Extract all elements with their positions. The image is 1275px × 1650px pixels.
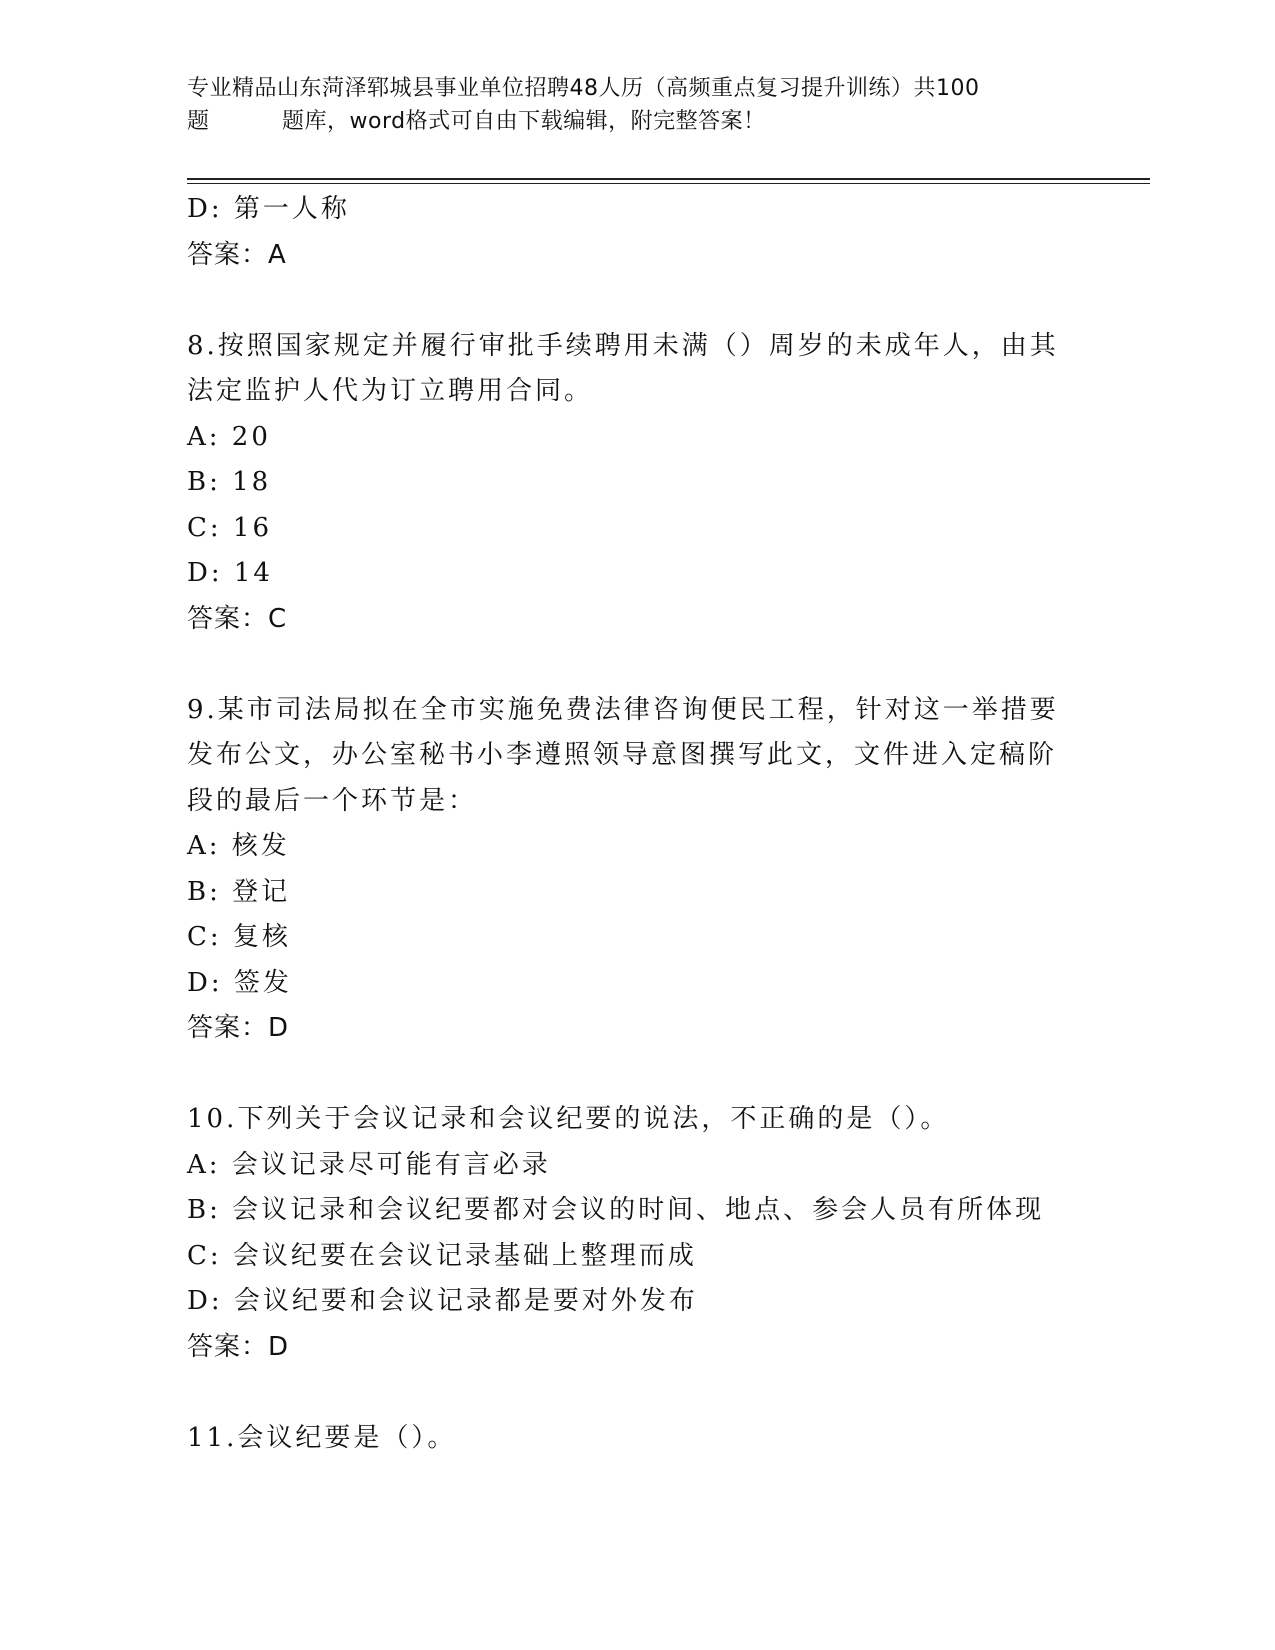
question-9 [187,688,1087,1052]
header-title-line2-right: 题库，word格式可自由下载编辑，附完整答案！ [282,109,766,134]
option-b: B: 登记 [187,876,291,907]
option-b: B: 会议记录和会议纪要都对会议的时间、地点、参会人员有所体现 [187,1195,1045,1225]
question-10 [187,1097,1087,1370]
option-d: D: 签发 [187,967,292,998]
answer-line: 答案：A [187,239,287,270]
question-8 [187,324,1087,643]
option-c: C: 复核 [187,922,291,952]
spacer [187,1052,1087,1098]
question-stem: 8.按照国家规定并履行审批手续聘用未满（）周岁的未成年人，由其 [187,330,1059,361]
answer-line: 答案：D [187,1331,290,1362]
question-stem: 9.某市司法局拟在全市实施免费法律咨询便民工程，针对这一举措要 [187,694,1059,725]
question-stem: 10.下列关于会议记录和会议纪要的说法，不正确的是（）。 [187,1104,950,1134]
header-title-line2-left: 题 [187,109,210,134]
option-c: C: 16 [187,512,273,543]
header-rule-thick [187,178,1150,180]
option-d: D: 第一人称 [187,194,350,224]
spacer [187,278,1087,324]
header-title-line2 [187,105,1087,138]
question-stem: 段的最后一个环节是： [187,785,478,816]
option-d: D: 会议纪要和会议记录都是要对外发布 [187,1286,698,1316]
document-body [187,187,1087,1461]
question-stem: 发布公文，办公室秘书小李遵照领导意图撰写此文，文件进入定稿阶 [187,740,1058,770]
option-a: A: 20 [187,421,271,452]
question-11 [187,1416,1087,1462]
answer-line: 答案：C [187,603,288,634]
option-a: A: 会议记录尽可能有言必录 [187,1149,551,1180]
spacer [187,1370,1087,1416]
option-c: C: 会议纪要在会议记录基础上整理而成 [187,1240,697,1271]
header-rule-thin [187,183,1150,184]
option-d: D: 14 [187,558,273,588]
answer-line: 答案：D [187,1013,290,1043]
document-header [187,72,1087,138]
option-a: A: 核发 [187,831,290,861]
question-7-tail [187,187,1087,278]
header-title-line1: 专业精品山东菏泽郓城县事业单位招聘48人历（高频重点复习提升训练）共100 [187,76,980,101]
spacer [187,642,1087,688]
question-stem: 法定监护人代为订立聘用合同。 [187,376,594,406]
question-stem: 11.会议纪要是（）。 [187,1422,457,1453]
option-b: B: 18 [187,467,272,497]
